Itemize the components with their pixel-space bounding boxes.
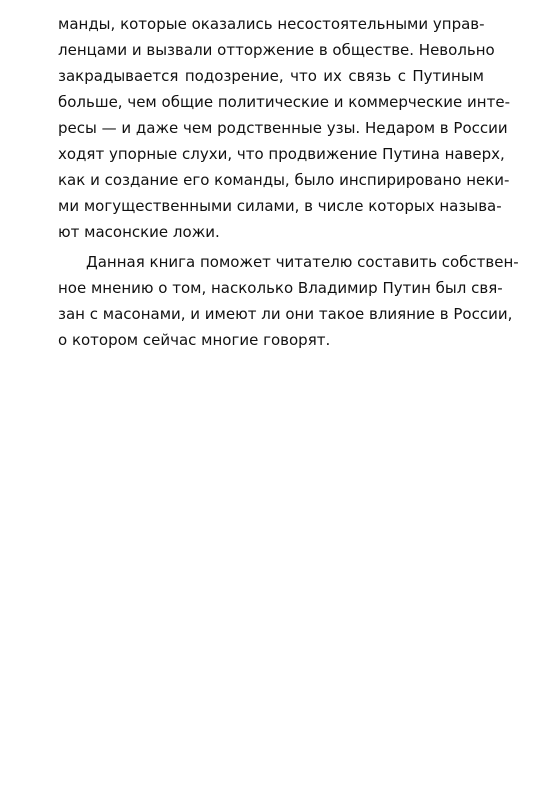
paragraph-1 [58,11,510,245]
text-line: ное мнению о том, насколько Владимир Путин был свя- [58,279,503,297]
text-line: больше, чем общие политические и коммерческие инте- [58,93,510,111]
text-line: манды, которые оказались несостоятельными управ- [58,15,485,33]
text-line: ресы — и даже чем родственные узы. Недаром в России [58,119,508,137]
body-text [58,11,519,353]
text-line: ходят упорные слухи, что продвижение Путина наверх, [58,145,505,163]
text-line: как и создание его команды, было инспирировано неки- [58,171,510,189]
text-line: ми могущественными силами, в числе которых называ- [58,197,502,215]
text-line: о котором сейчас многие говорят. [58,331,331,349]
text-line: зан с масонами, и имеют ли они такое влияние в России, [58,305,513,323]
text-line: закрадывается подозрение, что их связь с Путиным [58,67,484,85]
text-line: ют масонские ложи. [58,223,220,241]
text-line: Данная книга поможет читателю составить собствен- [86,253,519,271]
paragraph-2 [58,249,519,353]
text-line: ленцами и вызвали отторжение в обществе. Невольно [58,41,495,59]
